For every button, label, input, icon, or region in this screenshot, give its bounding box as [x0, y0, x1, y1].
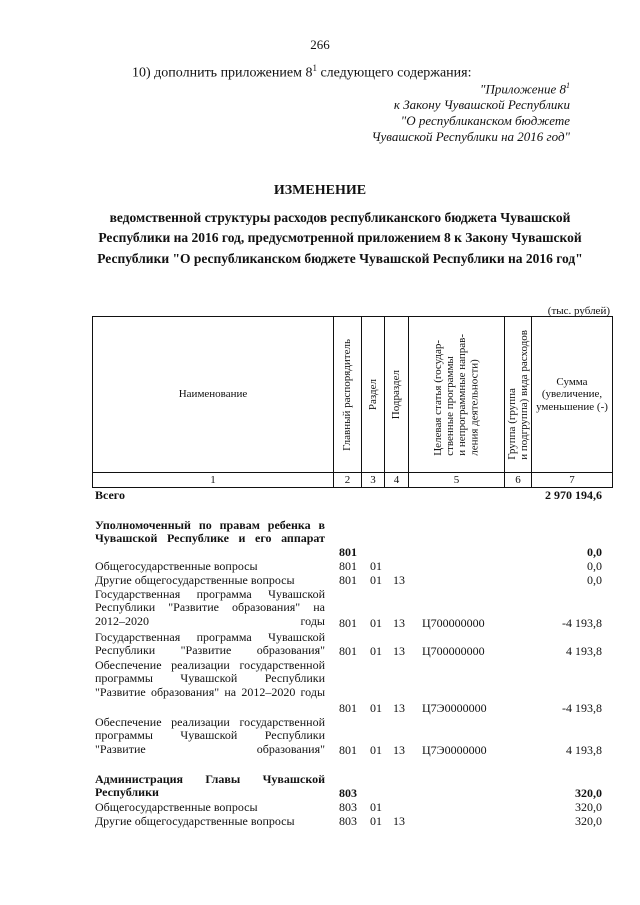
row-name: Государственная программа Чувашской Республики "Развитие образования": [95, 630, 325, 658]
row-summa: 4 193,8: [566, 743, 602, 757]
row-glava: 801: [339, 644, 357, 658]
row-celevaya: Ц7Э0000000: [422, 743, 487, 757]
row-name: Всего: [95, 488, 125, 502]
col-num-3: 3: [362, 473, 385, 488]
col-num-1: 1: [93, 473, 334, 488]
row-name: Обеспечение реализации государственной программы Чувашской Республики "Развитие образования": [95, 715, 325, 756]
units-label: (тыс. рублей): [547, 305, 610, 317]
document-subtitle: ведомственной структуры расходов республиканского бюджета Чувашской Республики на 2016 год, предусмотренной приложением 8 к Закону Чувашской Республики "О республиканском бюджете Чувашской Республики на 2016 год": [97, 210, 583, 266]
row-glava: 801: [339, 701, 357, 715]
row-summa: 0,0: [587, 559, 602, 573]
page-number: 266: [310, 37, 330, 52]
row-celevaya: Ц700000000: [422, 644, 485, 658]
row-podrazdel: 13: [393, 814, 405, 828]
row-summa: 0,0: [587, 545, 602, 559]
appendix-label: "Приложение 8: [479, 81, 566, 97]
row-razdel: 01: [370, 814, 382, 828]
header-glava-text: Главный распорядитель: [341, 338, 354, 451]
row-name: Государственная программа Чувашской Республики "Развитие образования" на 2012–2020 годы: [95, 587, 325, 628]
col-num-2: 2: [334, 473, 362, 488]
row-name: Другие общегосударственные вопросы: [95, 814, 295, 828]
gruppa-line: и подгруппа) вида расходов: [518, 329, 530, 460]
document-title: ИЗМЕНЕНИЕ: [273, 183, 367, 198]
row-glava: 801: [339, 743, 357, 757]
row-name: Администрация Главы Чувашской Республики: [95, 772, 325, 800]
row-glava: 801: [339, 616, 357, 630]
header-summa: Сумма (увеличение, уменьшение (-): [532, 317, 613, 473]
gruppa-line: Группа (группа: [505, 387, 518, 460]
row-razdel: 01: [370, 644, 382, 658]
celevaya-line: и непрограммные направ-: [456, 333, 469, 456]
col-num-4: 4: [385, 473, 409, 488]
appendix-line-4: Чувашской Республики на 2016 год": [371, 128, 570, 144]
row-razdel: 01: [370, 559, 382, 573]
row-name: Общегосударственные вопросы: [95, 559, 258, 573]
row-glava: 803: [339, 814, 357, 828]
row-razdel: 01: [370, 573, 382, 587]
appendix-sup: 1: [566, 81, 570, 90]
col-num-7: 7: [532, 473, 613, 488]
intro-sup: 1: [312, 63, 317, 73]
intro-after: следующего содержания:: [316, 65, 472, 81]
row-summa: 320,0: [575, 814, 602, 828]
col-num-5: 5: [409, 473, 505, 488]
row-celevaya: Ц7Э0000000: [422, 701, 487, 715]
row-name: Уполномоченный по правам ребенка в Чувашской Республике и его аппарат: [95, 518, 325, 546]
row-razdel: 01: [370, 743, 382, 757]
row-glava: 801: [339, 573, 357, 587]
col-num-6: 6: [505, 473, 532, 488]
row-name: Обеспечение реализации государственной программы Чувашской Республики "Развитие образования" на 2012–2020 годы: [95, 658, 325, 699]
row-razdel: 01: [370, 616, 382, 630]
row-razdel: 01: [370, 800, 382, 814]
row-podrazdel: 13: [393, 573, 405, 587]
row-celevaya: Ц700000000: [422, 616, 485, 630]
row-name: Другие общегосударственные вопросы: [95, 573, 295, 587]
row-glava: 803: [339, 786, 357, 800]
row-summa: -4 193,8: [562, 701, 602, 715]
header-podrazdel-text: Подраздел: [390, 369, 403, 420]
celevaya-line: Целевая статья (государ-: [432, 339, 445, 456]
row-glava: 803: [339, 800, 357, 814]
row-name: Общегосударственные вопросы: [95, 800, 258, 814]
row-podrazdel: 13: [393, 616, 405, 630]
appendix-line-2: к Закону Чувашской Республики: [393, 97, 570, 113]
row-glava: 801: [339, 545, 357, 559]
row-summa: 320,0: [575, 800, 602, 814]
row-podrazdel: 13: [393, 701, 405, 715]
row-podrazdel: 13: [393, 644, 405, 658]
intro-before: 10) дополнить приложением 8: [132, 65, 313, 81]
row-podrazdel: 13: [393, 743, 405, 757]
header-name: Наименование: [93, 317, 334, 473]
row-razdel: 01: [370, 701, 382, 715]
row-summa: 320,0: [575, 786, 602, 800]
row-summa: 0,0: [587, 573, 602, 587]
header-razdel-text: Раздел: [366, 378, 379, 411]
row-summa: 4 193,8: [566, 644, 602, 658]
row-summa: -4 193,8: [562, 616, 602, 630]
row-glava: 801: [339, 559, 357, 573]
celevaya-line: ственные программы: [444, 355, 457, 456]
row-summa: 2 970 194,6: [545, 488, 602, 502]
appendix-line-3: "О республиканском бюджете: [400, 113, 570, 129]
celevaya-line: ления деятельности): [468, 358, 481, 456]
